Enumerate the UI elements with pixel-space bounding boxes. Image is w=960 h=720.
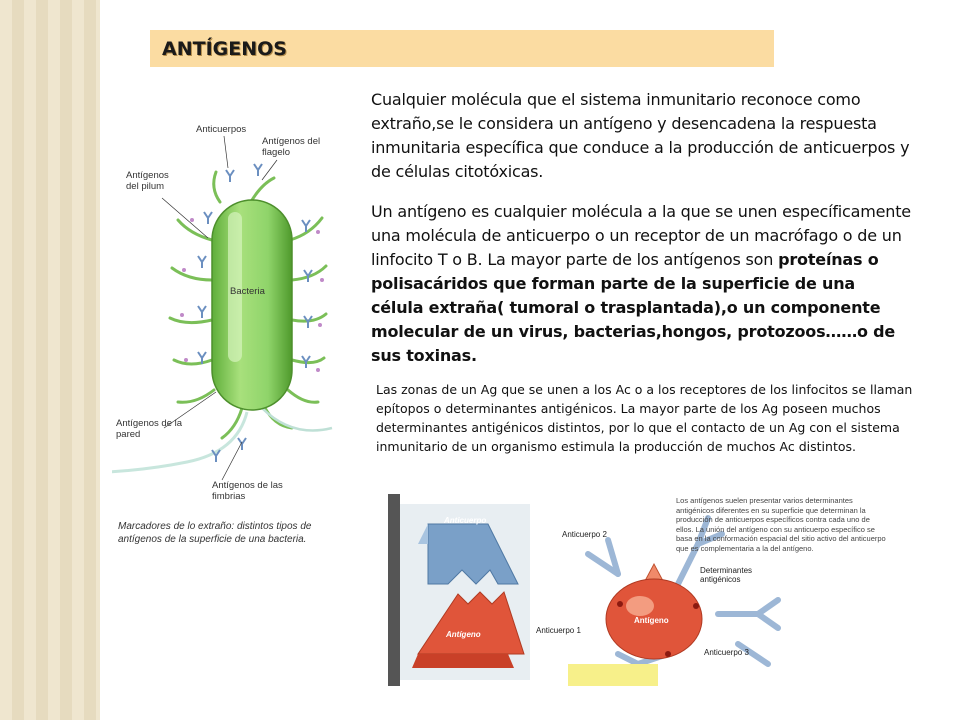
- antigeno-shape-label: Antígeno: [446, 630, 481, 639]
- bacteria-figure: [112, 120, 334, 575]
- anticuerpo-shape-label: Anticuerpo: [444, 516, 487, 525]
- epitope-paragraph: Las zonas de un Ag que se unen a los Ac o a los receptores de los linfocitos se llaman epítopos o determinantes antigénicos. La mayor parte de los Ag poseen muchos determinantes antigénicos distintos, por lo que el contacto de un Ag con el sistema inmunitario de un organismo estimula la producción de muchos Ac distintos.: [376, 382, 913, 454]
- bacteria-label: Bacteria: [230, 286, 265, 297]
- definition-plain-text: Un antígeno es cualquier molécula a la que se unen específicamente una molécula de anticuerpo o un receptor de un macrófago o de un linfocito T o B. La mayor parte de los antígenos son: [371, 202, 911, 269]
- flagelo-label: Antígenos del flagelo: [262, 136, 321, 158]
- fimbrias-label: Antígenos de las fimbrias: [212, 480, 283, 502]
- anticuerpo-3-label: Anticuerpo 3: [704, 648, 749, 657]
- title-bar: [150, 30, 774, 67]
- pared-label: Antígenos de la pared: [116, 418, 183, 440]
- anticuerpo-1-label: Anticuerpo 1: [536, 626, 581, 635]
- decorative-side-stripe: [0, 0, 104, 720]
- antigeno-center-label: Antígeno: [634, 616, 669, 625]
- binding-note: Los antígenos suelen presentar varios determinantes antigénicos diferentes en su superficie que determinan la producción de anticuerpos específicos contra cada uno de ellos. La unión del antígeno con su anticuerpo específico se basa en la conformación espacial del sitio activo del anticuerpo que es complementaria a la del antígeno.: [676, 496, 886, 553]
- intro-paragraph: Cualquier molécula que el sistema inmunitario reconoce como extraño,se le considera un antígeno y desencadena la respuesta inmunitaria específica que conduce a la producción de anticuerpos y de células citotóxicas.: [371, 90, 910, 181]
- bacteria-caption: Marcadores de lo extraño: distintos tipos de antígenos de la superficie de una bacteria.: [118, 521, 312, 545]
- binding-figure: [388, 494, 888, 686]
- anticuerpos-label: Anticuerpos: [196, 124, 247, 135]
- determinantes-label: Determinantes antigénicos: [700, 566, 753, 584]
- anticuerpo-2-label: Anticuerpo 2: [562, 530, 607, 539]
- page-title: ANTÍGENOS: [162, 38, 287, 60]
- definition-bold-text: proteínas o polisacáridos que forman parte de la superficie de una célula extraña( tumoral o trasplantada),o un componente molecular de un virus, bacterias,hongos, protozoos……o de sus toxinas.: [371, 250, 896, 365]
- definition-paragraph: [371, 200, 911, 368]
- pilum-label: Antígenos del pilum: [126, 170, 169, 192]
